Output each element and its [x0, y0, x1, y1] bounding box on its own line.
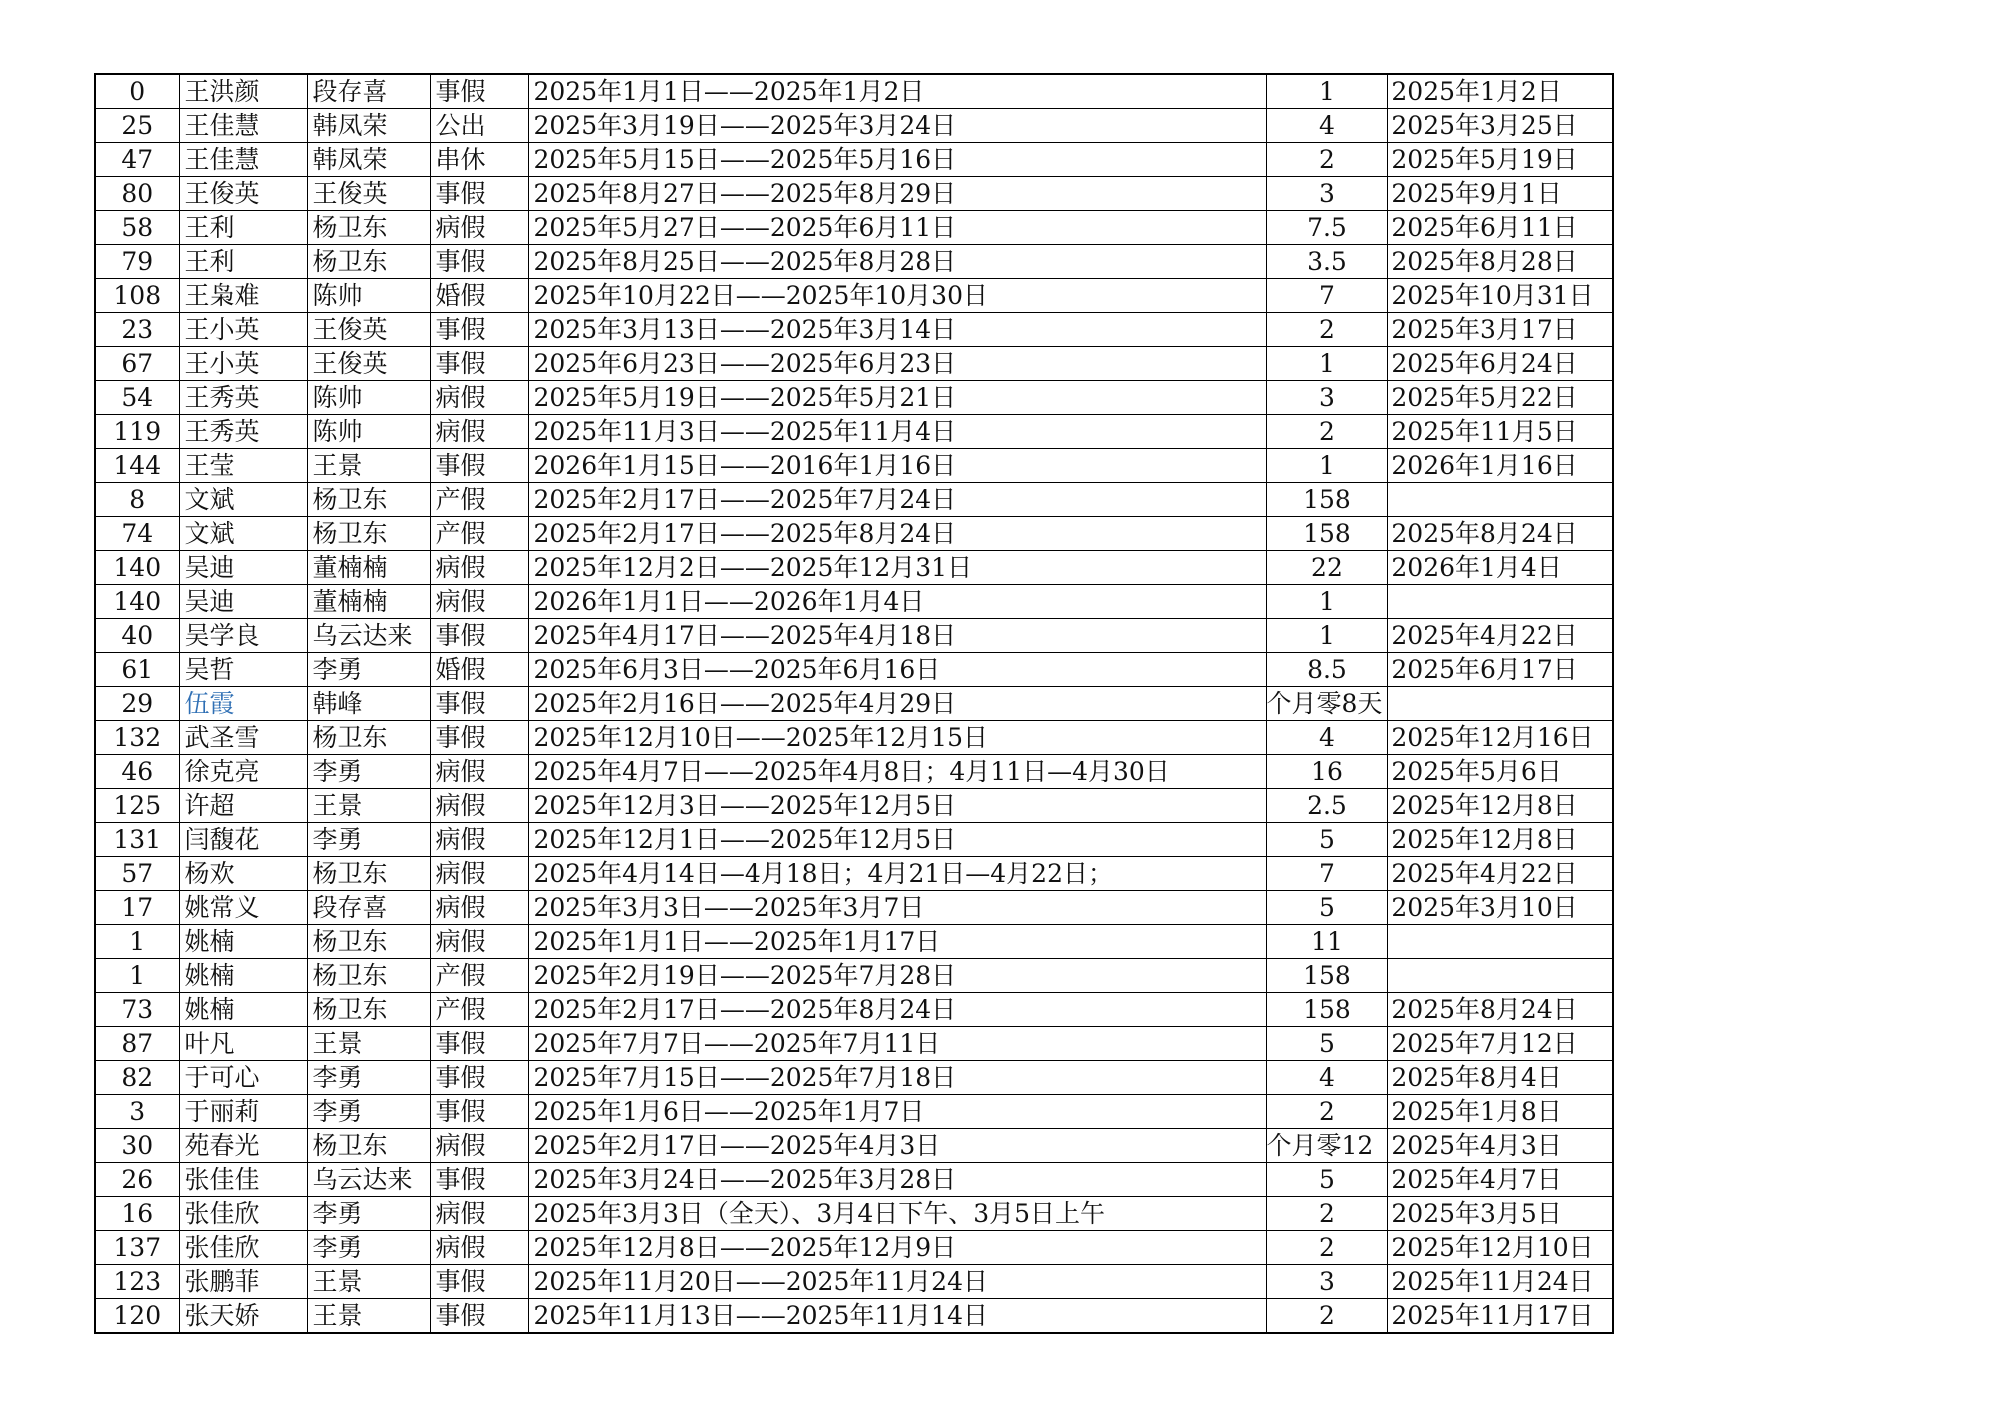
cell-leave-type[interactable]: 事假: [430, 721, 528, 755]
cell-leave-type[interactable]: 事假: [430, 245, 528, 279]
cell-leave-type[interactable]: 产假: [430, 483, 528, 517]
table-row: [95, 449, 1613, 483]
cell-leave-period[interactable]: 2025年1月1日——2025年1月2日: [528, 74, 1266, 109]
cell-return-date[interactable]: 2025年12月8日: [1388, 789, 1613, 823]
cell-return-date[interactable]: [1388, 687, 1613, 721]
cell-name[interactable]: 张佳佳: [179, 1163, 307, 1197]
cell-id[interactable]: 67: [95, 347, 179, 381]
cell-return-date[interactable]: 2025年3月5日: [1388, 1197, 1613, 1231]
cell-leave-period[interactable]: 2025年2月17日——2025年8月24日: [528, 993, 1266, 1027]
cell-leave-type[interactable]: 病假: [430, 925, 528, 959]
cell-leave-type[interactable]: 病假: [430, 755, 528, 789]
cell-days[interactable]: 5: [1266, 1027, 1388, 1061]
cell-days[interactable]: 2.5: [1266, 789, 1388, 823]
cell-name[interactable]: 许超: [179, 789, 307, 823]
cell-leave-period[interactable]: 2025年4月14日—4月18日；4月21日—4月22日；: [528, 857, 1266, 891]
cell-leave-type[interactable]: 事假: [430, 74, 528, 109]
cell-days[interactable]: 个月零12: [1266, 1129, 1388, 1163]
cell-days[interactable]: 7: [1266, 857, 1388, 891]
cell-approver[interactable]: 李勇: [307, 1231, 430, 1265]
cell-return-date[interactable]: 2025年1月8日: [1388, 1095, 1613, 1129]
cell-name[interactable]: 王俊英: [179, 177, 307, 211]
cell-days[interactable]: 7: [1266, 279, 1388, 313]
cell-leave-type[interactable]: 事假: [430, 177, 528, 211]
cell-leave-period[interactable]: 2025年3月13日——2025年3月14日: [528, 313, 1266, 347]
cell-days[interactable]: 3: [1266, 1265, 1388, 1299]
cell-days[interactable]: 2: [1266, 415, 1388, 449]
cell-leave-type[interactable]: 公出: [430, 109, 528, 143]
cell-return-date[interactable]: 2025年3月17日: [1388, 313, 1613, 347]
cell-id[interactable]: 17: [95, 891, 179, 925]
cell-return-date[interactable]: 2025年12月8日: [1388, 823, 1613, 857]
cell-id[interactable]: 58: [95, 211, 179, 245]
cell-return-date[interactable]: 2025年4月22日: [1388, 619, 1613, 653]
cell-leave-period[interactable]: 2025年10月22日——2025年10月30日: [528, 279, 1266, 313]
table-row: [95, 1299, 1613, 1334]
cell-leave-type[interactable]: 事假: [430, 1163, 528, 1197]
cell-leave-period[interactable]: 2025年12月10日——2025年12月15日: [528, 721, 1266, 755]
cell-id[interactable]: 40: [95, 619, 179, 653]
cell-name[interactable]: 吴迪: [179, 585, 307, 619]
cell-return-date[interactable]: 2025年4月7日: [1388, 1163, 1613, 1197]
cell-id[interactable]: 29: [95, 687, 179, 721]
cell-leave-period[interactable]: 2025年4月17日——2025年4月18日: [528, 619, 1266, 653]
cell-leave-period[interactable]: 2025年4月7日——2025年4月8日；4月11日—4月30日: [528, 755, 1266, 789]
cell-leave-period[interactable]: 2025年12月8日——2025年12月9日: [528, 1231, 1266, 1265]
cell-approver[interactable]: 董楠楠: [307, 551, 430, 585]
table-row: [95, 1197, 1613, 1231]
cell-name[interactable]: 王秀英: [179, 415, 307, 449]
cell-approver[interactable]: 韩凤荣: [307, 143, 430, 177]
cell-leave-period[interactable]: 2025年3月3日——2025年3月7日: [528, 891, 1266, 925]
cell-id[interactable]: 73: [95, 993, 179, 1027]
cell-leave-period[interactable]: 2025年1月1日——2025年1月17日: [528, 925, 1266, 959]
cell-days[interactable]: 2: [1266, 1231, 1388, 1265]
cell-leave-type[interactable]: 事假: [430, 1265, 528, 1299]
cell-return-date[interactable]: 2025年3月10日: [1388, 891, 1613, 925]
table-row: [95, 245, 1613, 279]
cell-leave-type[interactable]: 事假: [430, 1299, 528, 1334]
cell-id[interactable]: 26: [95, 1163, 179, 1197]
cell-leave-period[interactable]: 2025年11月20日——2025年11月24日: [528, 1265, 1266, 1299]
cell-days[interactable]: 158: [1266, 517, 1388, 551]
cell-id[interactable]: 54: [95, 381, 179, 415]
leave-records-table: [94, 73, 1614, 1334]
cell-return-date[interactable]: 2025年4月22日: [1388, 857, 1613, 891]
cell-id[interactable]: 82: [95, 1061, 179, 1095]
cell-return-date[interactable]: 2025年5月22日: [1388, 381, 1613, 415]
cell-return-date[interactable]: 2025年3月25日: [1388, 109, 1613, 143]
cell-return-date[interactable]: 2026年1月16日: [1388, 449, 1613, 483]
cell-approver[interactable]: 王俊英: [307, 347, 430, 381]
table-row: [95, 1027, 1613, 1061]
cell-return-date[interactable]: 2025年6月11日: [1388, 211, 1613, 245]
cell-leave-period[interactable]: 2025年3月3日（全天）、3月4日下午、3月5日上午: [528, 1197, 1266, 1231]
cell-leave-type[interactable]: 病假: [430, 551, 528, 585]
cell-name[interactable]: 王枭难: [179, 279, 307, 313]
cell-approver[interactable]: 杨卫东: [307, 483, 430, 517]
cell-name[interactable]: 姚楠: [179, 959, 307, 993]
table-row: [95, 347, 1613, 381]
cell-days[interactable]: 2: [1266, 1197, 1388, 1231]
cell-name[interactable]: 文斌: [179, 517, 307, 551]
cell-leave-period[interactable]: 2025年1月6日——2025年1月7日: [528, 1095, 1266, 1129]
cell-return-date[interactable]: 2025年5月19日: [1388, 143, 1613, 177]
cell-leave-type[interactable]: 婚假: [430, 279, 528, 313]
cell-return-date[interactable]: 2025年9月1日: [1388, 177, 1613, 211]
table-row: [95, 857, 1613, 891]
cell-name[interactable]: 张天娇: [179, 1299, 307, 1334]
cell-approver[interactable]: 王景: [307, 1299, 430, 1334]
cell-leave-period[interactable]: 2025年2月17日——2025年7月24日: [528, 483, 1266, 517]
cell-leave-type[interactable]: 病假: [430, 1129, 528, 1163]
table-row: [95, 585, 1613, 619]
cell-id[interactable]: 137: [95, 1231, 179, 1265]
cell-days[interactable]: 22: [1266, 551, 1388, 585]
table-row: [95, 1061, 1613, 1095]
cell-id[interactable]: 0: [95, 74, 179, 109]
cell-name[interactable]: 姚常义: [179, 891, 307, 925]
cell-days[interactable]: 4: [1266, 109, 1388, 143]
cell-id[interactable]: 79: [95, 245, 179, 279]
cell-id[interactable]: 80: [95, 177, 179, 211]
cell-days[interactable]: 2: [1266, 143, 1388, 177]
cell-leave-type[interactable]: 病假: [430, 789, 528, 823]
table-row: [95, 993, 1613, 1027]
table-row: [95, 211, 1613, 245]
table-row: [95, 74, 1613, 109]
cell-days[interactable]: 5: [1266, 823, 1388, 857]
cell-return-date[interactable]: 2025年8月24日: [1388, 517, 1613, 551]
cell-return-date[interactable]: 2025年12月16日: [1388, 721, 1613, 755]
cell-return-date[interactable]: [1388, 925, 1613, 959]
cell-leave-period[interactable]: 2025年7月7日——2025年7月11日: [528, 1027, 1266, 1061]
table-row: [95, 279, 1613, 313]
cell-id[interactable]: 74: [95, 517, 179, 551]
cell-leave-type[interactable]: 病假: [430, 891, 528, 925]
cell-return-date[interactable]: 2025年11月24日: [1388, 1265, 1613, 1299]
cell-days[interactable]: 4: [1266, 721, 1388, 755]
cell-leave-type[interactable]: 事假: [430, 449, 528, 483]
cell-return-date[interactable]: 2025年10月31日: [1388, 279, 1613, 313]
cell-id[interactable]: 30: [95, 1129, 179, 1163]
cell-id[interactable]: 144: [95, 449, 179, 483]
cell-return-date[interactable]: [1388, 483, 1613, 517]
table-row: [95, 755, 1613, 789]
cell-leave-type[interactable]: 产假: [430, 993, 528, 1027]
cell-leave-period[interactable]: 2025年12月1日——2025年12月5日: [528, 823, 1266, 857]
cell-return-date[interactable]: 2026年1月4日: [1388, 551, 1613, 585]
cell-return-date[interactable]: [1388, 585, 1613, 619]
table-row: [95, 721, 1613, 755]
cell-approver[interactable]: 杨卫东: [307, 1129, 430, 1163]
cell-leave-period[interactable]: 2025年6月3日——2025年6月16日: [528, 653, 1266, 687]
cell-name[interactable]: 王小英: [179, 313, 307, 347]
cell-id[interactable]: 120: [95, 1299, 179, 1334]
cell-approver[interactable]: 王俊英: [307, 313, 430, 347]
cell-approver[interactable]: 杨卫东: [307, 925, 430, 959]
cell-leave-period[interactable]: 2026年1月15日——2016年1月16日: [528, 449, 1266, 483]
cell-return-date[interactable]: [1388, 959, 1613, 993]
cell-approver[interactable]: 杨卫东: [307, 721, 430, 755]
table-row: [95, 313, 1613, 347]
cell-approver[interactable]: 王景: [307, 1265, 430, 1299]
cell-approver[interactable]: 乌云达来: [307, 619, 430, 653]
cell-leave-period[interactable]: 2025年5月15日——2025年5月16日: [528, 143, 1266, 177]
cell-id[interactable]: 1: [95, 925, 179, 959]
table-row: [95, 891, 1613, 925]
cell-approver[interactable]: 李勇: [307, 1095, 430, 1129]
cell-name[interactable]: 苑春光: [179, 1129, 307, 1163]
cell-name[interactable]: 徐克亮: [179, 755, 307, 789]
cell-days[interactable]: 3: [1266, 381, 1388, 415]
table-row: [95, 959, 1613, 993]
cell-name[interactable]: 武圣雪: [179, 721, 307, 755]
cell-leave-type[interactable]: 串休: [430, 143, 528, 177]
cell-days[interactable]: 个月零8天: [1266, 687, 1388, 721]
cell-leave-period[interactable]: 2025年2月17日——2025年4月3日: [528, 1129, 1266, 1163]
cell-name[interactable]: 王利: [179, 245, 307, 279]
cell-days[interactable]: 16: [1266, 755, 1388, 789]
cell-name[interactable]: 王利: [179, 211, 307, 245]
cell-leave-type[interactable]: 事假: [430, 313, 528, 347]
cell-name[interactable]: 于丽莉: [179, 1095, 307, 1129]
cell-days[interactable]: 1: [1266, 619, 1388, 653]
cell-days[interactable]: 158: [1266, 993, 1388, 1027]
cell-leave-period[interactable]: 2025年2月16日——2025年4月29日: [528, 687, 1266, 721]
cell-id[interactable]: 57: [95, 857, 179, 891]
cell-days[interactable]: 8.5: [1266, 653, 1388, 687]
cell-name[interactable]: 王佳慧: [179, 109, 307, 143]
cell-return-date[interactable]: 2025年7月12日: [1388, 1027, 1613, 1061]
cell-approver[interactable]: 杨卫东: [307, 993, 430, 1027]
table-row: [95, 789, 1613, 823]
cell-approver[interactable]: 杨卫东: [307, 211, 430, 245]
cell-approver[interactable]: 杨卫东: [307, 959, 430, 993]
cell-return-date[interactable]: 2025年5月6日: [1388, 755, 1613, 789]
cell-id[interactable]: 132: [95, 721, 179, 755]
cell-return-date[interactable]: 2025年11月17日: [1388, 1299, 1613, 1334]
cell-return-date[interactable]: 2025年4月3日: [1388, 1129, 1613, 1163]
cell-return-date[interactable]: 2025年1月2日: [1388, 74, 1613, 109]
cell-leave-type[interactable]: 病假: [430, 381, 528, 415]
cell-id[interactable]: 46: [95, 755, 179, 789]
cell-name[interactable]: 王洪颜: [179, 74, 307, 109]
cell-id[interactable]: 3: [95, 1095, 179, 1129]
cell-approver[interactable]: 李勇: [307, 1197, 430, 1231]
cell-approver[interactable]: 韩凤荣: [307, 109, 430, 143]
cell-approver[interactable]: 陈帅: [307, 381, 430, 415]
cell-approver[interactable]: 王俊英: [307, 177, 430, 211]
cell-leave-period[interactable]: 2025年11月3日——2025年11月4日: [528, 415, 1266, 449]
table-row: [95, 551, 1613, 585]
cell-days[interactable]: 158: [1266, 483, 1388, 517]
cell-name[interactable]: 吴迪: [179, 551, 307, 585]
cell-approver[interactable]: 段存喜: [307, 74, 430, 109]
cell-days[interactable]: 2: [1266, 313, 1388, 347]
table-row: [95, 109, 1613, 143]
cell-return-date[interactable]: 2025年8月24日: [1388, 993, 1613, 1027]
table-row: [95, 1129, 1613, 1163]
cell-id[interactable]: 125: [95, 789, 179, 823]
cell-id[interactable]: 131: [95, 823, 179, 857]
cell-approver[interactable]: 乌云达来: [307, 1163, 430, 1197]
table-row: [95, 517, 1613, 551]
cell-approver[interactable]: 陈帅: [307, 415, 430, 449]
table-row: [95, 415, 1613, 449]
cell-leave-type[interactable]: 事假: [430, 1095, 528, 1129]
table-row: [95, 619, 1613, 653]
cell-approver[interactable]: 董楠楠: [307, 585, 430, 619]
cell-name[interactable]: 王佳慧: [179, 143, 307, 177]
cell-name[interactable]: 杨欢: [179, 857, 307, 891]
cell-name[interactable]: 张佳欣: [179, 1197, 307, 1231]
cell-id[interactable]: 123: [95, 1265, 179, 1299]
table-row: [95, 381, 1613, 415]
cell-leave-period[interactable]: 2025年7月15日——2025年7月18日: [528, 1061, 1266, 1095]
cell-approver[interactable]: 王景: [307, 1027, 430, 1061]
cell-id[interactable]: 16: [95, 1197, 179, 1231]
cell-leave-type[interactable]: 事假: [430, 687, 528, 721]
cell-return-date[interactable]: 2025年6月17日: [1388, 653, 1613, 687]
cell-leave-period[interactable]: 2025年5月27日——2025年6月11日: [528, 211, 1266, 245]
cell-id[interactable]: 140: [95, 585, 179, 619]
cell-days[interactable]: 5: [1266, 1163, 1388, 1197]
cell-leave-type[interactable]: 婚假: [430, 653, 528, 687]
cell-name[interactable]: 王秀英: [179, 381, 307, 415]
cell-leave-period[interactable]: 2025年6月23日——2025年6月23日: [528, 347, 1266, 381]
cell-name[interactable]: 于可心: [179, 1061, 307, 1095]
cell-leave-type[interactable]: 病假: [430, 857, 528, 891]
cell-days[interactable]: 5: [1266, 891, 1388, 925]
cell-name[interactable]: 吴学良: [179, 619, 307, 653]
cell-days[interactable]: 1: [1266, 347, 1388, 381]
cell-leave-period[interactable]: 2025年2月17日——2025年8月24日: [528, 517, 1266, 551]
cell-leave-period[interactable]: 2025年3月24日——2025年3月28日: [528, 1163, 1266, 1197]
table-row: [95, 1265, 1613, 1299]
cell-name[interactable]: 王小英: [179, 347, 307, 381]
cell-name[interactable]: 叶凡: [179, 1027, 307, 1061]
cell-leave-period[interactable]: 2025年11月13日——2025年11月14日: [528, 1299, 1266, 1334]
cell-return-date[interactable]: 2025年12月10日: [1388, 1231, 1613, 1265]
table-row: [95, 177, 1613, 211]
cell-id[interactable]: 61: [95, 653, 179, 687]
cell-leave-type[interactable]: 事假: [430, 619, 528, 653]
cell-return-date[interactable]: 2025年8月28日: [1388, 245, 1613, 279]
cell-return-date[interactable]: 2025年11月5日: [1388, 415, 1613, 449]
cell-id[interactable]: 23: [95, 313, 179, 347]
cell-id[interactable]: 8: [95, 483, 179, 517]
cell-days[interactable]: 3: [1266, 177, 1388, 211]
cell-leave-type[interactable]: 产假: [430, 959, 528, 993]
cell-approver[interactable]: 李勇: [307, 653, 430, 687]
table-row: [95, 823, 1613, 857]
table-row: [95, 925, 1613, 959]
table-body: [95, 74, 1613, 1333]
cell-days[interactable]: 3.5: [1266, 245, 1388, 279]
cell-leave-period[interactable]: 2025年3月19日——2025年3月24日: [528, 109, 1266, 143]
cell-approver[interactable]: 陈帅: [307, 279, 430, 313]
cell-leave-period[interactable]: 2026年1月1日——2026年1月4日: [528, 585, 1266, 619]
table-row: [95, 653, 1613, 687]
cell-leave-type[interactable]: 病假: [430, 415, 528, 449]
cell-approver[interactable]: 杨卫东: [307, 857, 430, 891]
cell-days[interactable]: 158: [1266, 959, 1388, 993]
cell-name[interactable]: 吴哲: [179, 653, 307, 687]
cell-return-date[interactable]: 2025年6月24日: [1388, 347, 1613, 381]
cell-id[interactable]: 87: [95, 1027, 179, 1061]
cell-name[interactable]: 王莹: [179, 449, 307, 483]
cell-leave-period[interactable]: 2025年12月3日——2025年12月5日: [528, 789, 1266, 823]
cell-days[interactable]: 1: [1266, 74, 1388, 109]
cell-name[interactable]: 文斌: [179, 483, 307, 517]
cell-leave-type[interactable]: 病假: [430, 211, 528, 245]
table-row: [95, 483, 1613, 517]
cell-leave-type[interactable]: 病假: [430, 1231, 528, 1265]
cell-approver[interactable]: 王景: [307, 789, 430, 823]
table-row: [95, 1231, 1613, 1265]
cell-leave-period[interactable]: 2025年12月2日——2025年12月31日: [528, 551, 1266, 585]
cell-leave-type[interactable]: 事假: [430, 1061, 528, 1095]
cell-leave-period[interactable]: 2025年8月27日——2025年8月29日: [528, 177, 1266, 211]
cell-leave-type[interactable]: 事假: [430, 347, 528, 381]
cell-approver[interactable]: 李勇: [307, 823, 430, 857]
cell-days[interactable]: 2: [1266, 1299, 1388, 1334]
cell-id[interactable]: 119: [95, 415, 179, 449]
cell-name[interactable]: 伍霞: [179, 687, 307, 721]
cell-return-date[interactable]: 2025年8月4日: [1388, 1061, 1613, 1095]
table-row: [95, 1095, 1613, 1129]
cell-leave-type[interactable]: 产假: [430, 517, 528, 551]
cell-leave-type[interactable]: 病假: [430, 823, 528, 857]
cell-leave-period[interactable]: 2025年2月19日——2025年7月28日: [528, 959, 1266, 993]
cell-leave-type[interactable]: 事假: [430, 1027, 528, 1061]
cell-days[interactable]: 11: [1266, 925, 1388, 959]
cell-id[interactable]: 47: [95, 143, 179, 177]
cell-id[interactable]: 25: [95, 109, 179, 143]
cell-approver[interactable]: 杨卫东: [307, 517, 430, 551]
table-row: [95, 687, 1613, 721]
cell-approver[interactable]: 韩峰: [307, 687, 430, 721]
cell-leave-period[interactable]: 2025年5月19日——2025年5月21日: [528, 381, 1266, 415]
cell-approver[interactable]: 王景: [307, 449, 430, 483]
cell-name[interactable]: 姚楠: [179, 993, 307, 1027]
cell-id[interactable]: 1: [95, 959, 179, 993]
cell-days[interactable]: 4: [1266, 1061, 1388, 1095]
cell-days[interactable]: 2: [1266, 1095, 1388, 1129]
cell-days[interactable]: 1: [1266, 585, 1388, 619]
cell-approver[interactable]: 李勇: [307, 1061, 430, 1095]
cell-id[interactable]: 140: [95, 551, 179, 585]
cell-name[interactable]: 张鹏菲: [179, 1265, 307, 1299]
cell-approver[interactable]: 段存喜: [307, 891, 430, 925]
cell-name[interactable]: 姚楠: [179, 925, 307, 959]
cell-leave-period[interactable]: 2025年8月25日——2025年8月28日: [528, 245, 1266, 279]
table-row: [95, 143, 1613, 177]
cell-days[interactable]: 7.5: [1266, 211, 1388, 245]
cell-days[interactable]: 1: [1266, 449, 1388, 483]
table-row: [95, 1163, 1613, 1197]
cell-leave-type[interactable]: 病假: [430, 585, 528, 619]
cell-approver[interactable]: 李勇: [307, 755, 430, 789]
cell-id[interactable]: 108: [95, 279, 179, 313]
cell-name[interactable]: 张佳欣: [179, 1231, 307, 1265]
cell-leave-type[interactable]: 病假: [430, 1197, 528, 1231]
cell-approver[interactable]: 杨卫东: [307, 245, 430, 279]
cell-name[interactable]: 闫馥花: [179, 823, 307, 857]
